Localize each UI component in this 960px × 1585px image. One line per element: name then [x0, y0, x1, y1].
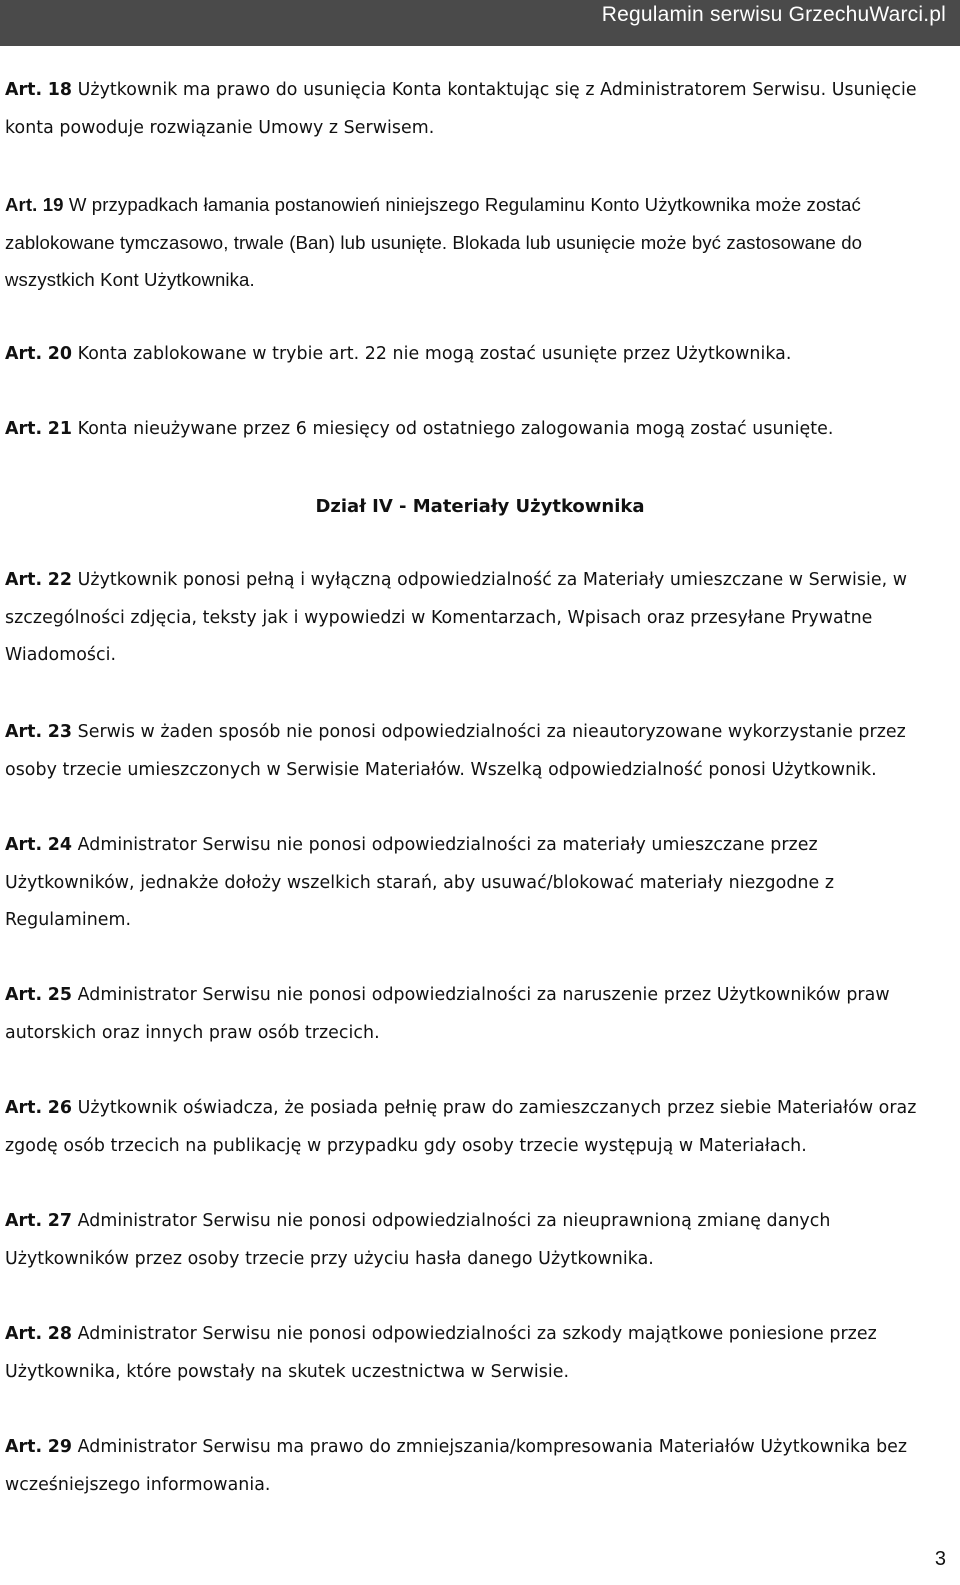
document-title: Regulamin serwisu GrzechuWarci.pl [601, 3, 946, 26]
article-number: 23 [47, 722, 73, 742]
article-number: 19 [42, 194, 64, 215]
article-label: Art. [5, 344, 43, 364]
article-number: 29 [47, 1437, 73, 1457]
article-number: 22 [47, 570, 73, 590]
article-number: 18 [47, 80, 73, 100]
article-28 [5, 1316, 950, 1391]
article-label: Art. [5, 1211, 43, 1231]
article-number: 26 [47, 1098, 73, 1118]
article-23 [5, 714, 950, 789]
article-25 [5, 977, 950, 1052]
article-21 [5, 411, 950, 449]
article-number: 24 [47, 835, 73, 855]
article-number: 21 [47, 419, 73, 439]
article-text: Serwis w żaden sposób nie ponosi odpowiedzialności za nieautoryzowane wykorzystanie przez osoby trzecie umieszczonych w Serwisie Materiałów. Wszelką odpowiedzialność ponosi Użytkownik. [5, 722, 906, 780]
article-26 [5, 1090, 950, 1165]
article-label: Art. [5, 985, 43, 1005]
article-24 [5, 827, 950, 940]
article-text: Użytkownik ma prawo do usunięcia Konta kontaktując się z Administratorem Serwisu. Usunięcie konta powoduje rozwiązanie Umowy z Serwisem. [5, 80, 917, 138]
page-number: 3 [934, 1548, 946, 1570]
article-text: Administrator Serwisu nie ponosi odpowiedzialności za nieuprawnioną zmianę danych Użytkowników przez osoby trzecie przy użyciu hasła danego Użytkownika. [5, 1211, 831, 1269]
article-label: Art. [5, 1437, 43, 1457]
article-29 [5, 1429, 950, 1504]
article-label: Art. [5, 1098, 43, 1118]
article-text: Konta nieużywane przez 6 miesięcy od ostatniego zalogowania mogą zostać usunięte. [77, 419, 834, 439]
article-label: Art. [5, 722, 43, 742]
article-text: Użytkownik ponosi pełną i wyłączną odpowiedzialność za Materiały umieszczane w Serwisie, w szczególności zdjęcia, teksty jak i wypowiedzi w Komentarzach, Wpisach oraz przesyłane Prywatne Wiadomości. [5, 570, 908, 665]
article-text: Administrator Serwisu nie ponosi odpowiedzialności za szkody majątkowe poniesione przez Użytkownika, które powstały na skutek uczestnictwa w Serwisie. [5, 1324, 877, 1382]
article-number: 20 [47, 344, 73, 364]
article-label: Art. [5, 80, 43, 100]
article-label: Art. [5, 835, 43, 855]
article-20 [5, 336, 950, 374]
article-text: Administrator Serwisu ma prawo do zmniejszania/kompresowania Materiałów Użytkownika bez wcześniejszego informowania. [5, 1437, 908, 1495]
page-header [0, 0, 960, 46]
article-text: Użytkownik oświadcza, że posiada pełnię praw do zamieszczanych przez siebie Materiałów oraz zgodę osób trzecich na publikację w przypadku gdy osoby trzecie występują w Materiałach. [5, 1098, 917, 1156]
article-number: 28 [47, 1324, 73, 1344]
article-text: W przypadkach łamania postanowień niniejszego Regulaminu Konto Użytkownika może zostać zablokowane tymczasowo, trwale (Ban) lub usunięte. Blokada lub usunięcie może być zastosowane do wszystkich Kont Użytkownika. [5, 194, 863, 290]
article-22 [5, 562, 950, 675]
article-label: Art. [5, 570, 43, 590]
article-text: Administrator Serwisu nie ponosi odpowiedzialności za naruszenie przez Użytkowników praw autorskich oraz innych praw osób trzecich. [5, 985, 890, 1043]
article-18 [5, 72, 950, 147]
article-number: 25 [47, 985, 73, 1005]
article-text: Konta zablokowane w trybie art. 22 nie mogą zostać usunięte przez Użytkownika. [77, 344, 792, 364]
section-heading: Dział IV - Materiały Użytkownika [315, 496, 645, 517]
article-label: Art. [5, 1324, 43, 1344]
article-27 [5, 1203, 950, 1278]
article-label: Art. [5, 194, 38, 215]
article-label: Art. [5, 419, 43, 439]
article-number: 27 [47, 1211, 73, 1231]
article-text: Administrator Serwisu nie ponosi odpowiedzialności za materiały umieszczane przez Użytkowników, jednakże dołoży wszelkich starań, aby usuwać/blokować materiały niezgodne z Regulaminem. [5, 835, 834, 930]
article-19 [5, 186, 950, 299]
